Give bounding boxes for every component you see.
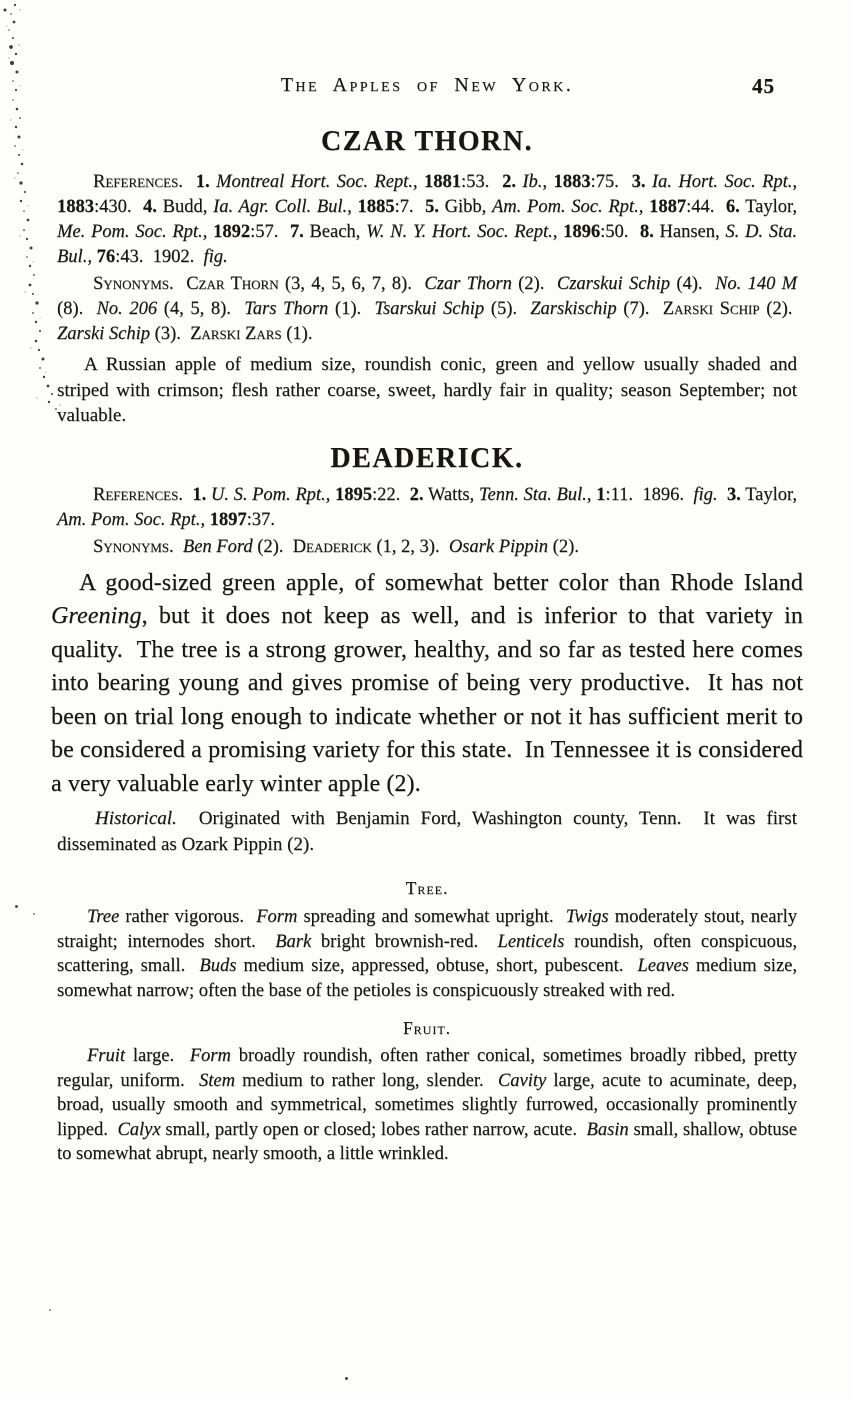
text-run: large, acute to acuminate, deep, broad, usually smooth and symmetrical, sometimes slightly furrowed, occasionally prominently lipped. [57, 1070, 797, 1140]
text-run: References. [93, 484, 183, 505]
text-run: small, partly open or closed; lobes rather narrow, acute. [160, 1119, 587, 1140]
text-run: Ia. Hort. Soc. Rpt., [651, 172, 798, 192]
text-run: 1. [195, 172, 210, 192]
text-run: Watts, [423, 484, 479, 505]
text-run: 3. [631, 172, 646, 192]
text-run [174, 274, 187, 294]
text-run: References. [93, 172, 183, 192]
running-title: The Apples of New York. [280, 74, 574, 96]
text-run: :11. 1896. [605, 484, 694, 505]
ink-speck [15, 905, 18, 908]
text-run: Tsarskui Schip [374, 299, 485, 319]
text-run: (1). [328, 299, 375, 319]
tree-paragraph [57, 905, 797, 1003]
text-run: 1881 [423, 172, 461, 192]
czar-thorn-description [57, 352, 797, 429]
text-run: Hansen, [653, 222, 726, 242]
text-run: 4. [143, 197, 157, 217]
text-run: 1885 [357, 197, 395, 217]
text-run: , but it does not keep as well, and is inferior to that variety in quality. The tree is a strong grower, healthy, and so far as tested here comes into bearing young and gives promise of being very productive. It has not been on trial long enough to indicate whether or not it has sufficient merit to be considered a promising variety for this state. In Tennessee it is considered a very valuable early winter apple (2). [51, 603, 803, 797]
text-run: 2. [409, 484, 424, 505]
text-run [718, 485, 727, 505]
text-run: 1892 [213, 222, 251, 242]
text-run: Fruit [87, 1046, 126, 1066]
text-run: Taylor, [739, 197, 797, 217]
text-run: (5). [484, 299, 531, 319]
text-run: :7. [394, 197, 426, 217]
text-blocks [51, 125, 803, 1167]
text-run: Tree. [405, 878, 449, 898]
text-run: Tree [87, 907, 120, 927]
text-run: :430. [94, 197, 143, 217]
text-run: (2). [759, 299, 798, 319]
text-run: 6. [725, 197, 740, 217]
text-run: Zarski Schip [57, 324, 151, 344]
text-run: 1 [596, 484, 606, 505]
text-run: Lenticels [497, 931, 565, 952]
text-run: Me. Pom. Soc. Rpt., [57, 222, 214, 242]
text-run: A good-sized green apple, of somewhat better color than Rhode Island [79, 569, 803, 596]
text-run: 3. [726, 484, 741, 505]
text-run: Deaderick [292, 536, 372, 557]
page-content [51, 74, 803, 1167]
text-run: medium to rather long, slender. [235, 1070, 498, 1091]
text-run: Ia. Agr. Coll. Bul., [213, 197, 358, 217]
text-run: Czarskui Schip [556, 274, 671, 294]
text-run: 76 [96, 247, 116, 267]
text-run: small, shallow, obtuse to somewhat abrupt, nearly smooth, a little wrinkled. [57, 1119, 797, 1164]
ink-speck [49, 1309, 51, 1311]
text-run: (4). [670, 274, 716, 294]
text-run: medium size, somewhat narrow; often the base of the petioles is conspicuously streaked with red. [57, 956, 797, 1001]
text-run: Historical. [95, 808, 177, 829]
text-run: Budd, [156, 197, 214, 217]
text-run [183, 172, 196, 192]
czar-thorn-title [57, 125, 797, 159]
text-run: Czar Thorn [424, 274, 512, 294]
deaderick-synonyms [57, 535, 797, 560]
deaderick-historical [57, 806, 797, 857]
ink-speck [345, 1377, 348, 1380]
text-run: 8. [639, 222, 654, 242]
deaderick-references [57, 483, 797, 533]
page-edge-smudge-decoration [0, 0, 100, 413]
text-run: Form [189, 1046, 231, 1066]
text-run: Tenn. Sta. Bul., [478, 484, 597, 505]
text-run: (2). [511, 274, 557, 294]
text-run: 1895 [335, 484, 372, 505]
text-run: Calyx [117, 1119, 161, 1140]
text-run: S. D. Sta. Bul., [57, 222, 798, 267]
czar-thorn-synonyms [57, 272, 797, 347]
text-run: 1896 [563, 222, 601, 242]
text-run: :37. [246, 509, 275, 530]
text-run: Synonyms. [93, 536, 174, 557]
text-run: 5. [425, 197, 439, 217]
fruit-heading [57, 1018, 797, 1039]
text-run: Fruit. [402, 1018, 452, 1038]
text-run: :57. [250, 222, 290, 242]
czar-thorn-references [57, 170, 797, 270]
text-run: Zarskischip [530, 299, 617, 319]
text-run: W. N. Y. Hort. Soc. Rept., [366, 222, 564, 242]
page-number: 45 [752, 74, 775, 98]
text-run: Am. Pom. Soc. Rpt., [492, 197, 650, 217]
fruit-paragraph [57, 1044, 797, 1167]
text-run: Ben Ford [182, 536, 253, 557]
text-run: U. S. Pom. Rpt., [210, 484, 335, 505]
text-run: Beach, [303, 222, 367, 242]
text-run: broadly roundish, often rather conical, sometimes broadly ribbed, pretty regular, uniform. [57, 1046, 797, 1091]
text-run: 2. [502, 172, 516, 192]
text-run: Zarski Schip [662, 299, 760, 319]
text-run: moderately stout, nearly straight; internodes short. [57, 907, 798, 952]
text-run: (3). [150, 324, 191, 344]
text-run: Greening [51, 603, 142, 629]
text-run: (4, 5, 8). [157, 299, 245, 319]
text-run: rather vigorous. [119, 907, 257, 927]
text-run: (1, 2, 3). [371, 536, 449, 557]
text-run: 7. [289, 222, 304, 242]
text-run: Czar Thorn [186, 274, 279, 294]
text-run: :75. [590, 172, 632, 192]
text-run: medium size, appressed, obtuse, short, pubescent. [236, 956, 638, 976]
text-run: (8). [57, 299, 97, 319]
text-run: Bark [275, 931, 312, 952]
text-run: :53. [460, 172, 503, 192]
text-run: 1887 [649, 197, 687, 217]
ink-speck [33, 913, 35, 915]
text-run: fig. [693, 484, 718, 505]
text-run: bright brownish-red. [311, 931, 498, 952]
text-run: (1). [281, 324, 313, 344]
text-run: (3, 4, 5, 6, 7, 8). [278, 274, 425, 294]
text-run: No. 206 [96, 299, 158, 319]
deaderick-description [51, 567, 803, 802]
text-run: Stem [199, 1070, 235, 1091]
text-run: (2). [548, 536, 579, 557]
text-run: large. [125, 1046, 190, 1066]
text-run: Osark Pippin [448, 536, 549, 557]
text-run: Tars Thorn [244, 299, 329, 319]
text-run: Synonyms. [93, 274, 174, 294]
text-run: Cavity [497, 1070, 547, 1091]
text-run: 1. [192, 484, 207, 505]
text-run: Am. Pom. Soc. Rpt., [57, 509, 210, 530]
text-run: Basin [586, 1119, 629, 1140]
text-run: Zarski Zars [190, 324, 282, 344]
text-run: Originated with Benjamin Ford, Washington county, Tenn. It was first disseminated as Ozark Pippin (2). [57, 808, 797, 855]
page-header [57, 74, 797, 102]
text-run: Taylor, [740, 484, 798, 505]
text-run [174, 537, 183, 557]
text-run: fig. [203, 247, 228, 267]
text-run: :22. [372, 484, 410, 505]
text-run: :44. [686, 197, 726, 217]
text-run: Gibb, [438, 197, 492, 217]
text-run: (2). [252, 536, 293, 557]
text-run: Buds [199, 956, 237, 976]
text-run: CZAR THORN. [320, 126, 533, 157]
text-run: spreading and somewhat upright. [297, 907, 566, 927]
text-run: roundish, often conspicuous, scattering, small. [57, 931, 797, 976]
text-run: :50. [600, 222, 640, 242]
text-run: 1883 [553, 172, 591, 192]
text-run: 1897 [209, 509, 247, 530]
text-run: Twigs [565, 907, 609, 927]
text-run: Leaves [637, 956, 689, 976]
text-run: Montreal Hort. Soc. Rept., [216, 172, 424, 192]
text-run [183, 485, 192, 505]
text-run: Ib., [522, 172, 554, 192]
text-run: A Russian apple of medium size, roundish conic, green and yellow usually shaded and striped with crimson; flesh rather coarse, sweet, hardly fair in quality; season September; not valuable. [57, 354, 797, 426]
deaderick-title [57, 442, 797, 476]
tree-heading [57, 878, 797, 899]
text-run: No. 140 M [715, 274, 797, 294]
text-run: (7). [616, 299, 663, 319]
text-run: :43. 1902. [115, 247, 204, 267]
text-run: Form [256, 907, 298, 927]
text-run: 1883 [57, 197, 94, 217]
text-run: DEADERICK. [330, 442, 524, 474]
